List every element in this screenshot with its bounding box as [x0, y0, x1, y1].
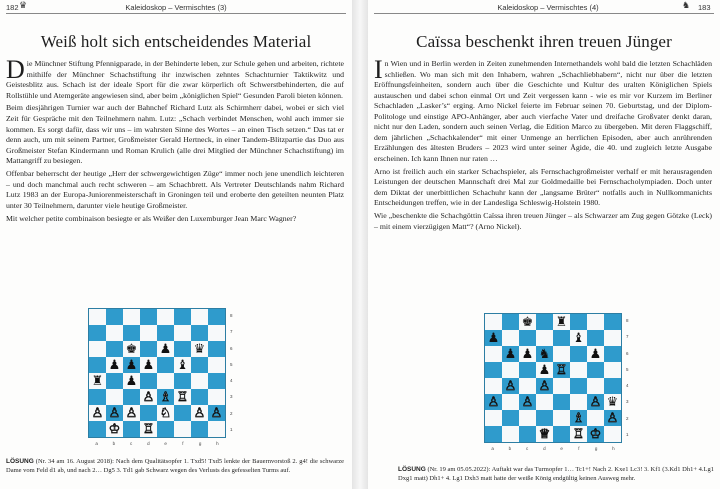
board-square: [553, 362, 570, 378]
board-square: [536, 378, 553, 394]
paragraph: Beim diesjährigen Turnier war auch der Bahnchef Richard Lutz als Schirmherr dabei, wobei er sich viel Zeit für Gespräche mit den Teilnehmern nahm. Lutz: „Schach verbindet Menschen, wohl auch immer sie kommen. Es sorgt dafür, dass wir uns – im wahrsten Sinne des Wortes – an einen Tisch setzen.“ Das tat er denn auch, um mit seinem Partner, Großmeister Gerald Hertneck, in einer Tandem-Blitzpartie das Duo aus Großmeister Stefan Kindermann und Roman Krulich (alle drei Mitglied der Münchner Schachstiftung) im Mattangriff zu besiegen.: [6, 103, 344, 166]
paragraph: Offenbar beherrscht der heutige „Herr der schwergewichtigen Züge“ immer noch jene unendlich leichteren – und doch manchmal auch recht schweren – am Schachbrett. Als Vertreter Deutschlands nahm Richard Lutz 1983 an der Europa-Juniorenmeisterschaft in Groningen teil und eroberte den geteilten neunten Platz unter 30 Teilnehmern, darunter viele heutige Großmeister.: [6, 169, 344, 210]
rank-label: 2: [626, 415, 629, 421]
solution-text: (Nr. 19 am 05.05.2022): Auftakt war das Turmopfer 1… Tc1+! Nach 2. Kxe1 Lc3! 3. Kf1 (3.Kd1 Dh1+ 4.Lg1 Dxg1 matt) Dh1+ 4. Lg1 Dxh3 matt hatte der weiße König endgültig keinen Ausweg mehr.: [398, 466, 715, 482]
board-square: [191, 373, 208, 389]
black-pawn-icon: ♟: [108, 357, 121, 373]
board-square: [191, 325, 208, 341]
board-square: [174, 325, 191, 341]
board-square: [208, 309, 225, 325]
file-label: b: [112, 441, 116, 446]
board-square: [502, 346, 519, 362]
file-label: e: [560, 446, 563, 451]
book-gutter: [352, 0, 368, 489]
rank-label: 8: [230, 313, 233, 319]
board-square: [604, 426, 621, 442]
black-pawn-icon: ♟: [521, 346, 534, 362]
board-square: [570, 314, 587, 330]
board-square: [519, 330, 536, 346]
board-square: [570, 378, 587, 394]
board-square: [587, 330, 604, 346]
board-square: [89, 421, 106, 437]
board-square: [553, 394, 570, 410]
board-square: [485, 314, 502, 330]
black-bishop-icon: ♝: [176, 357, 189, 373]
board-square: [89, 341, 106, 357]
board-square: [140, 405, 157, 421]
article-body: [6, 55, 344, 226]
board-square: [604, 410, 621, 426]
board-square: [191, 357, 208, 373]
file-label: g: [198, 441, 202, 446]
white-rook-icon: ♖: [142, 421, 155, 437]
board-square: [553, 346, 570, 362]
black-king-icon: ♚: [125, 341, 138, 357]
white-pawn-icon: ♙: [487, 394, 500, 410]
black-pawn-icon: ♟: [504, 346, 517, 362]
rank-label: 5: [626, 366, 629, 372]
board-square: [553, 330, 570, 346]
board-square: [587, 410, 604, 426]
white-pawn-icon: ♙: [193, 405, 206, 421]
board-square: [123, 373, 140, 389]
black-bishop-icon: ♝: [572, 330, 585, 346]
file-label: c: [130, 441, 133, 446]
board-square: [502, 426, 519, 442]
board-square: [140, 341, 157, 357]
board-square: [89, 325, 106, 341]
white-pawn-icon: ♙: [125, 405, 138, 421]
board-square: [106, 421, 123, 437]
drop-cap: D: [6, 55, 25, 84]
white-rook-icon: ♖: [555, 362, 568, 378]
board-square: [536, 426, 553, 442]
rank-label: 4: [230, 378, 233, 384]
white-pawn-icon: ♙: [91, 405, 104, 421]
white-bishop-icon: ♗: [159, 389, 172, 405]
board-square: [553, 410, 570, 426]
board-square: [140, 421, 157, 437]
board-square: [123, 405, 140, 421]
board-square: [208, 421, 225, 437]
file-label: f: [182, 441, 184, 446]
board-square: [536, 362, 553, 378]
running-header-left: Kaleidoskop – Vermischtes (3): [125, 3, 227, 12]
solution-text: (Nr. 34 am 16. August 2018): Nach dem Qualitätsopfer 1. Txd5! Txd5 lenkte der Bauernvorstoß 2. g4! die schwarze Dame vom Feld d1 ab, und nach 2… Dg5 3. Td1 gab Schwarz wegen des Verlusts des gefesselten Turms auf.: [6, 458, 344, 474]
black-pawn-icon: ♟: [159, 341, 172, 357]
board-square: [174, 373, 191, 389]
white-pawn-icon: ♙: [210, 405, 223, 421]
board-square: [123, 309, 140, 325]
board-square: [536, 346, 553, 362]
rank-label: 7: [230, 329, 233, 335]
board-square: [123, 325, 140, 341]
board-square: [519, 394, 536, 410]
board-square: [208, 373, 225, 389]
right-page: [368, 0, 720, 489]
board-square: [502, 394, 519, 410]
file-label: g: [594, 446, 598, 451]
crown-icon: ♛: [19, 1, 28, 11]
board-square: [604, 394, 621, 410]
board-square: [191, 389, 208, 405]
board-square: [191, 405, 208, 421]
board-square: [208, 405, 225, 421]
file-label: a: [95, 441, 98, 446]
board-square: [140, 325, 157, 341]
board-square: [485, 330, 502, 346]
board-square: [140, 389, 157, 405]
board-square: [536, 410, 553, 426]
board-square: [157, 309, 174, 325]
board-square: [123, 341, 140, 357]
rank-label: 2: [230, 410, 233, 416]
solution-label: LÖSUNG: [6, 458, 34, 465]
board-square: [519, 314, 536, 330]
board-square: [106, 357, 123, 373]
rank-label: 1: [626, 431, 629, 437]
file-label: f: [578, 446, 580, 451]
board-square: [174, 421, 191, 437]
board-square: [208, 341, 225, 357]
board-square: [587, 426, 604, 442]
board-square: [157, 325, 174, 341]
white-pawn-icon: ♙: [504, 378, 517, 394]
black-pawn-icon: ♟: [125, 357, 138, 373]
board-square: [485, 346, 502, 362]
paragraph: Die Münchner Stiftung Pfennigparade, in der Behinderte leben, zur Schule gehen und arbeiten, richtete mithilfe der Münchner Schachstiftung ihr inzwischen zehntes Schachturnier Taktikwitz und Geistesblitz aus. Schach ist der ideale Sport für die zwar körperlich oft Schwerstbehinderten, die auf Rollstühle und Atemgeräte angewiesen sind, aber beim „königlichen Spiel“ Gesunden Paroli bieten können.: [6, 55, 344, 100]
board-square: [174, 341, 191, 357]
board-square: [485, 362, 502, 378]
board-square: [106, 325, 123, 341]
board-square: [553, 426, 570, 442]
board-square: [502, 378, 519, 394]
board-square: [485, 394, 502, 410]
white-pawn-icon: ♙: [142, 389, 155, 405]
board-square: [519, 426, 536, 442]
board-square: [106, 309, 123, 325]
board-square: [123, 389, 140, 405]
file-label: h: [216, 441, 219, 446]
black-king-icon: ♚: [521, 314, 534, 330]
board-square: [106, 341, 123, 357]
board-square: [553, 378, 570, 394]
file-label: c: [526, 446, 529, 451]
board-square: [519, 362, 536, 378]
chess-board: [484, 313, 622, 443]
black-pawn-icon: ♟: [125, 373, 138, 389]
board-square: [174, 405, 191, 421]
solution: [398, 466, 714, 483]
file-label: e: [164, 441, 167, 446]
black-rook-icon: ♜: [555, 314, 568, 330]
board-square: [536, 394, 553, 410]
black-pawn-icon: ♟: [589, 346, 602, 362]
left-page: [0, 0, 352, 489]
board-square: [519, 378, 536, 394]
rank-label: 5: [230, 361, 233, 367]
board-square: [570, 426, 587, 442]
board-square: [106, 373, 123, 389]
header-rule: [6, 13, 346, 14]
solution-label: LÖSUNG: [398, 466, 426, 473]
board-square: [570, 346, 587, 362]
board-square: [89, 357, 106, 373]
paragraph: In Wien und in Berlin werden in Zeiten zunehmenden Internethandels wohl bald die letzten Schachläden schließen. Wo man sich mit den Inhabern, wahren „Schachliebhabern“, nicht nur über die letzten Eröffnungsfeinheiten, sondern auch über die Geschichte und Kultur des uralten Königlichen Spiels austauschen und dabei schon einmal Ort und Zeit vergessen kann - wie es mir vor Kurzem im Berliner Schachladen „Lasker’s“ erging. Arno Nickel feierte im Februar seinen 70. Geburtstag, und der Diplom-Politologe und einstige APO-Anhänger, aber auch vierfache Vater und dreifache Großvater denkt daran, nicht nur den Laden, sondern auch seinen Verlag, die Edition Marco zu übergeben. Mit deren Flaggschiff, dem jährlichen „Schachkalender“ mit einer Unmenge an herrlichen Episoden, aber auch anrührenden Erzählungen des ältesten Bruders – 2023 wird unter seiner Ägide, die 40. und zugleich letzte Ausgabe erscheinen. Ich kann Ihnen nur raten …: [374, 55, 712, 163]
black-pawn-icon: ♟: [142, 357, 155, 373]
board-square: [536, 314, 553, 330]
white-pawn-icon: ♙: [606, 410, 619, 426]
board-square: [485, 378, 502, 394]
board-square: [587, 314, 604, 330]
drop-cap: I: [374, 55, 383, 84]
board-square: [89, 373, 106, 389]
board-square: [191, 421, 208, 437]
article-title: Weiß holt sich entscheidendes Material: [40, 32, 312, 51]
black-rook-icon: ♜: [91, 373, 104, 389]
board-square: [140, 357, 157, 373]
file-label: d: [543, 446, 546, 451]
board-square: [208, 325, 225, 341]
white-bishop-icon: ♗: [572, 410, 585, 426]
board-square: [570, 394, 587, 410]
board-square: [208, 357, 225, 373]
board-square: [208, 389, 225, 405]
article-body: [374, 55, 712, 235]
black-knight-icon: ♞: [538, 346, 551, 362]
board-square: [587, 394, 604, 410]
chess-board: [88, 308, 226, 438]
article-title: Caïssa beschenkt ihren treuen Jünger: [416, 32, 672, 51]
rank-label: 3: [230, 394, 233, 400]
board-square: [89, 405, 106, 421]
board-square: [123, 421, 140, 437]
board-square: [519, 410, 536, 426]
black-pawn-icon: ♟: [538, 362, 551, 378]
file-label: a: [491, 446, 494, 451]
board-square: [157, 389, 174, 405]
board-square: [157, 357, 174, 373]
board-square: [191, 309, 208, 325]
board-square: [502, 362, 519, 378]
board-square: [604, 378, 621, 394]
board-square: [570, 410, 587, 426]
board-square: [502, 410, 519, 426]
board-square: [140, 373, 157, 389]
rank-label: 3: [626, 399, 629, 405]
rank-label: 8: [626, 318, 629, 324]
white-knight-icon: ♘: [159, 405, 172, 421]
board-square: [191, 341, 208, 357]
paragraph: Wie „beschenkte die Schachgöttin Caïssa ihren treuen Jünger – als Schwarzer am Zug gegen Götzke (Leck) – mit einem vierzügigen Matt“? (Arno Nickel).: [374, 211, 712, 231]
black-queen-icon: ♛: [193, 341, 206, 357]
board-square: [157, 373, 174, 389]
white-rook-icon: ♖: [572, 426, 585, 442]
solution: [6, 458, 344, 475]
page-number-left: 182: [6, 3, 19, 12]
board-square: [174, 309, 191, 325]
black-queen-icon: ♛: [606, 394, 619, 410]
knight-icon: ♞: [682, 1, 691, 11]
board-square: [502, 314, 519, 330]
board-square: [123, 357, 140, 373]
file-label: b: [508, 446, 512, 451]
white-king-icon: ♔: [589, 426, 602, 442]
white-pawn-icon: ♙: [108, 405, 121, 421]
paragraph: Mit welcher petite combinaison besiegte er als Weißer den Luxemburger Jean Marc Wagner?: [6, 213, 297, 223]
board-square: [604, 330, 621, 346]
rank-label: 6: [230, 345, 233, 351]
board-square: [604, 346, 621, 362]
white-pawn-icon: ♙: [589, 394, 602, 410]
board-square: [502, 330, 519, 346]
board-square: [106, 405, 123, 421]
board-square: [519, 346, 536, 362]
header-rule: [374, 13, 714, 14]
rank-label: 7: [626, 334, 629, 340]
paragraph: Arno ist freilich auch ein starker Schachspieler, als Fernschachgroßmeister verhalf er mit herausragenden Leistungen der deutschen Mannschaft drei Mal zur Goldmedaille bei Fernschacholympiaden. Doch unter dem Diktat der unerbittlichen Schachuhr kann der „langsame Brüter“ notfalls auch in Nullkommanichts Entscheidungen treffen, wie in der Landesliga Schleswig-Holstein 1980.: [374, 166, 712, 208]
board-square: [604, 314, 621, 330]
board-square: [604, 362, 621, 378]
board-square: [553, 314, 570, 330]
white-rook-icon: ♖: [176, 389, 189, 405]
board-square: [536, 330, 553, 346]
board-square: [587, 378, 604, 394]
board-square: [587, 346, 604, 362]
rank-label: 4: [626, 383, 629, 389]
running-header-right: Kaleidoskop – Vermischtes (4): [497, 3, 599, 12]
white-pawn-icon: ♙: [538, 378, 551, 394]
page-number-right: 183: [698, 3, 711, 12]
board-square: [485, 410, 502, 426]
board-square: [587, 362, 604, 378]
rank-label: 1: [230, 426, 233, 432]
board-square: [140, 309, 157, 325]
board-square: [89, 309, 106, 325]
white-pawn-icon: ♙: [521, 394, 534, 410]
black-pawn-icon: ♟: [487, 330, 500, 346]
white-king-icon: ♔: [108, 421, 121, 437]
board-square: [485, 426, 502, 442]
file-label: d: [147, 441, 150, 446]
board-square: [157, 341, 174, 357]
board-square: [106, 389, 123, 405]
board-square: [570, 330, 587, 346]
rank-label: 6: [626, 350, 629, 356]
file-label: h: [612, 446, 615, 451]
white-queen-icon: ♕: [538, 426, 551, 442]
board-square: [174, 389, 191, 405]
board-square: [157, 405, 174, 421]
board-square: [89, 389, 106, 405]
board-square: [174, 357, 191, 373]
board-square: [157, 421, 174, 437]
board-square: [570, 362, 587, 378]
